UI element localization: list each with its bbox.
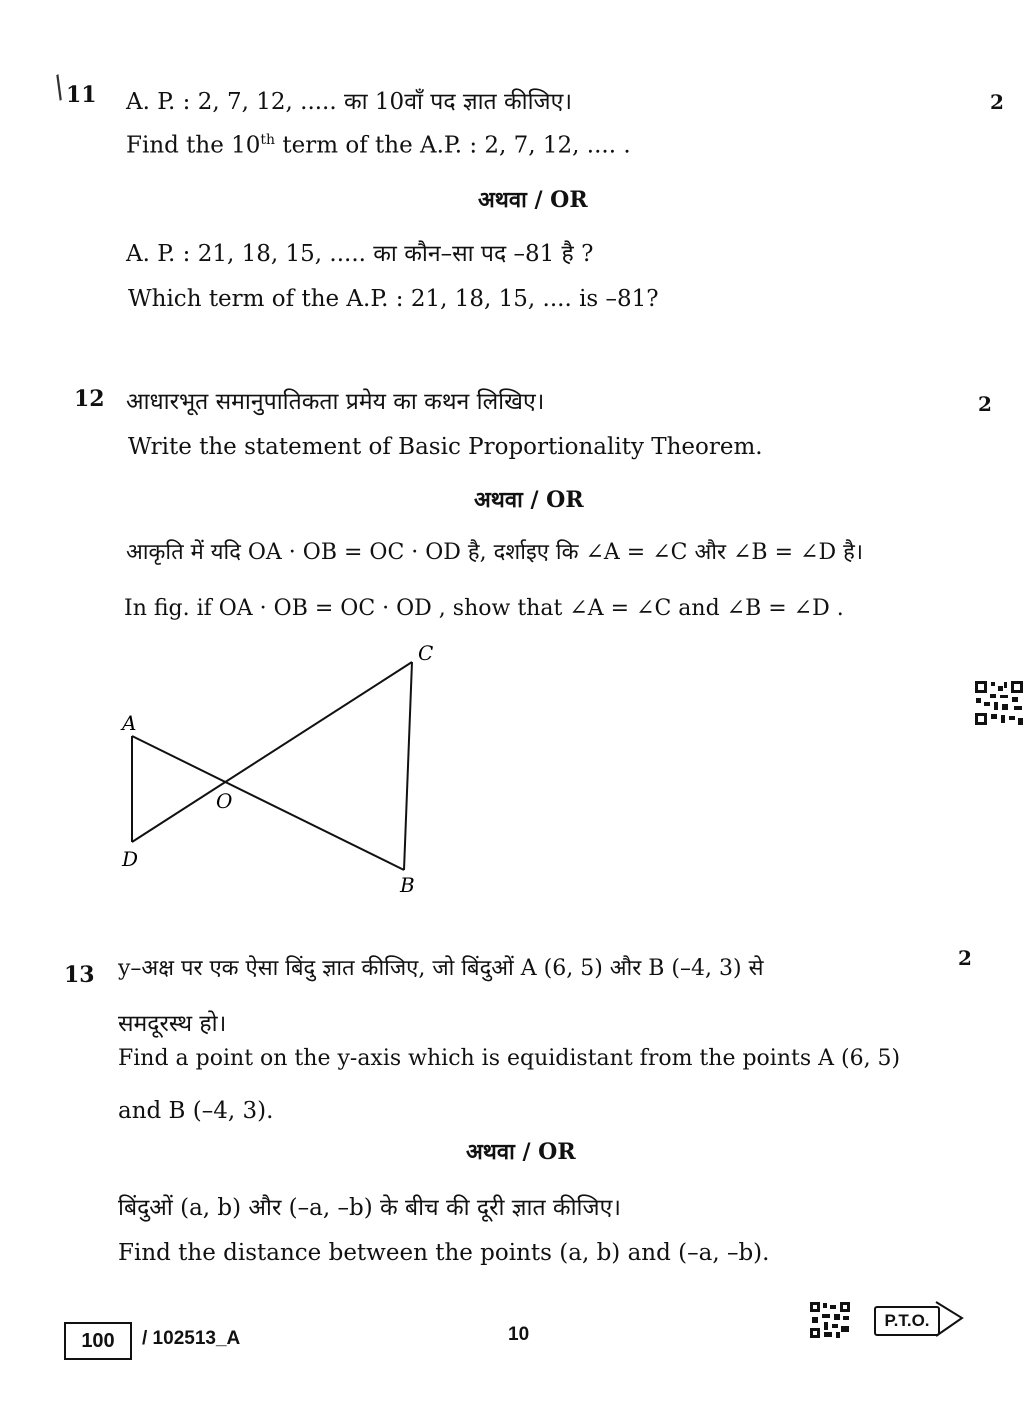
segment-cb [404, 662, 412, 870]
question-12-english: Write the statement of Basic Proportionality Theorem. [128, 434, 763, 460]
question-11-alt-hindi: A. P. : 21, 18, 15, ..... का कौन–सा पद –81 है ? [126, 241, 594, 267]
question-11-alt-english: Which term of the A.P. : 21, 18, 15, .... is –81? [128, 286, 659, 312]
question-12-alt-english: In fig. if OA · OB = OC · OD , show that ∠A = ∠C and ∠B = ∠D . [124, 596, 844, 621]
figure-label-b: B [400, 873, 415, 897]
qr-code-icon [974, 680, 1024, 726]
pto-arrow-icon [934, 1292, 964, 1342]
question-13-english-line1: Find a point on the y-axis which is equidistant from the points A (6, 5) [118, 1046, 901, 1071]
question-13-or: अथवा / OR [466, 1139, 576, 1165]
question-11-english-suffix: term of the A.P. : 2, 7, 12, .... . [275, 132, 631, 159]
question-11-english-prefix: Find the 10 [126, 132, 261, 159]
question-tick-mark: / [47, 69, 72, 106]
footer-page-number: 10 [508, 1324, 530, 1345]
question-11-or: अथवा / OR [478, 187, 588, 213]
footer-box-number: 100 [64, 1322, 132, 1360]
figure-label-d: D [122, 847, 139, 871]
question-13-number: 13 [64, 962, 95, 988]
footer-pto-box: P.T.O. [874, 1306, 940, 1336]
question-12-number: 12 [74, 386, 105, 412]
segment-ab [132, 736, 404, 870]
figure-label-a: A [122, 711, 137, 735]
footer-paper-code: / 102513_A [142, 1328, 241, 1349]
question-12-figure [110, 640, 510, 900]
question-11-english [126, 132, 631, 159]
question-13-alt-hindi: बिंदुओं (a, b) और (–a, –b) के बीच की दूरी ज्ञात कीजिए। [118, 1195, 621, 1221]
question-13-english-line2: and B (–4, 3). [118, 1098, 274, 1124]
question-11-hindi: A. P. : 2, 7, 12, ..... का 10वाँ पद ज्ञात कीजिए। [126, 89, 573, 115]
figure-label-o: O [216, 789, 233, 813]
question-12-marks: 2 [978, 392, 992, 416]
question-13-marks: 2 [958, 946, 972, 970]
question-12-or: अथवा / OR [474, 487, 584, 513]
footer-qr-code-icon [810, 1302, 850, 1338]
figure-label-c: C [418, 641, 434, 665]
segment-dc [132, 662, 412, 842]
question-11-english-sup: th [260, 132, 276, 148]
question-11-number: 11 [66, 82, 97, 108]
question-13-hindi-line1: y–अक्ष पर एक ऐसा बिंदु ज्ञात कीजिए, जो बिंदुओं A (6, 5) और B (–4, 3) से [118, 956, 764, 981]
question-13-hindi-line2: समदूरस्थ हो। [118, 1011, 227, 1037]
question-12-hindi: आधारभूत समानुपातिकता प्रमेय का कथन लिखिए। [126, 389, 545, 415]
question-11-marks: 2 [990, 90, 1004, 114]
question-13-alt-english: Find the distance between the points (a, b) and (–a, –b). [118, 1240, 770, 1266]
question-12-alt-hindi: आकृति में यदि OA · OB = OC · OD है, दर्शाइए कि ∠A = ∠C और ∠B = ∠D है। [126, 540, 864, 565]
